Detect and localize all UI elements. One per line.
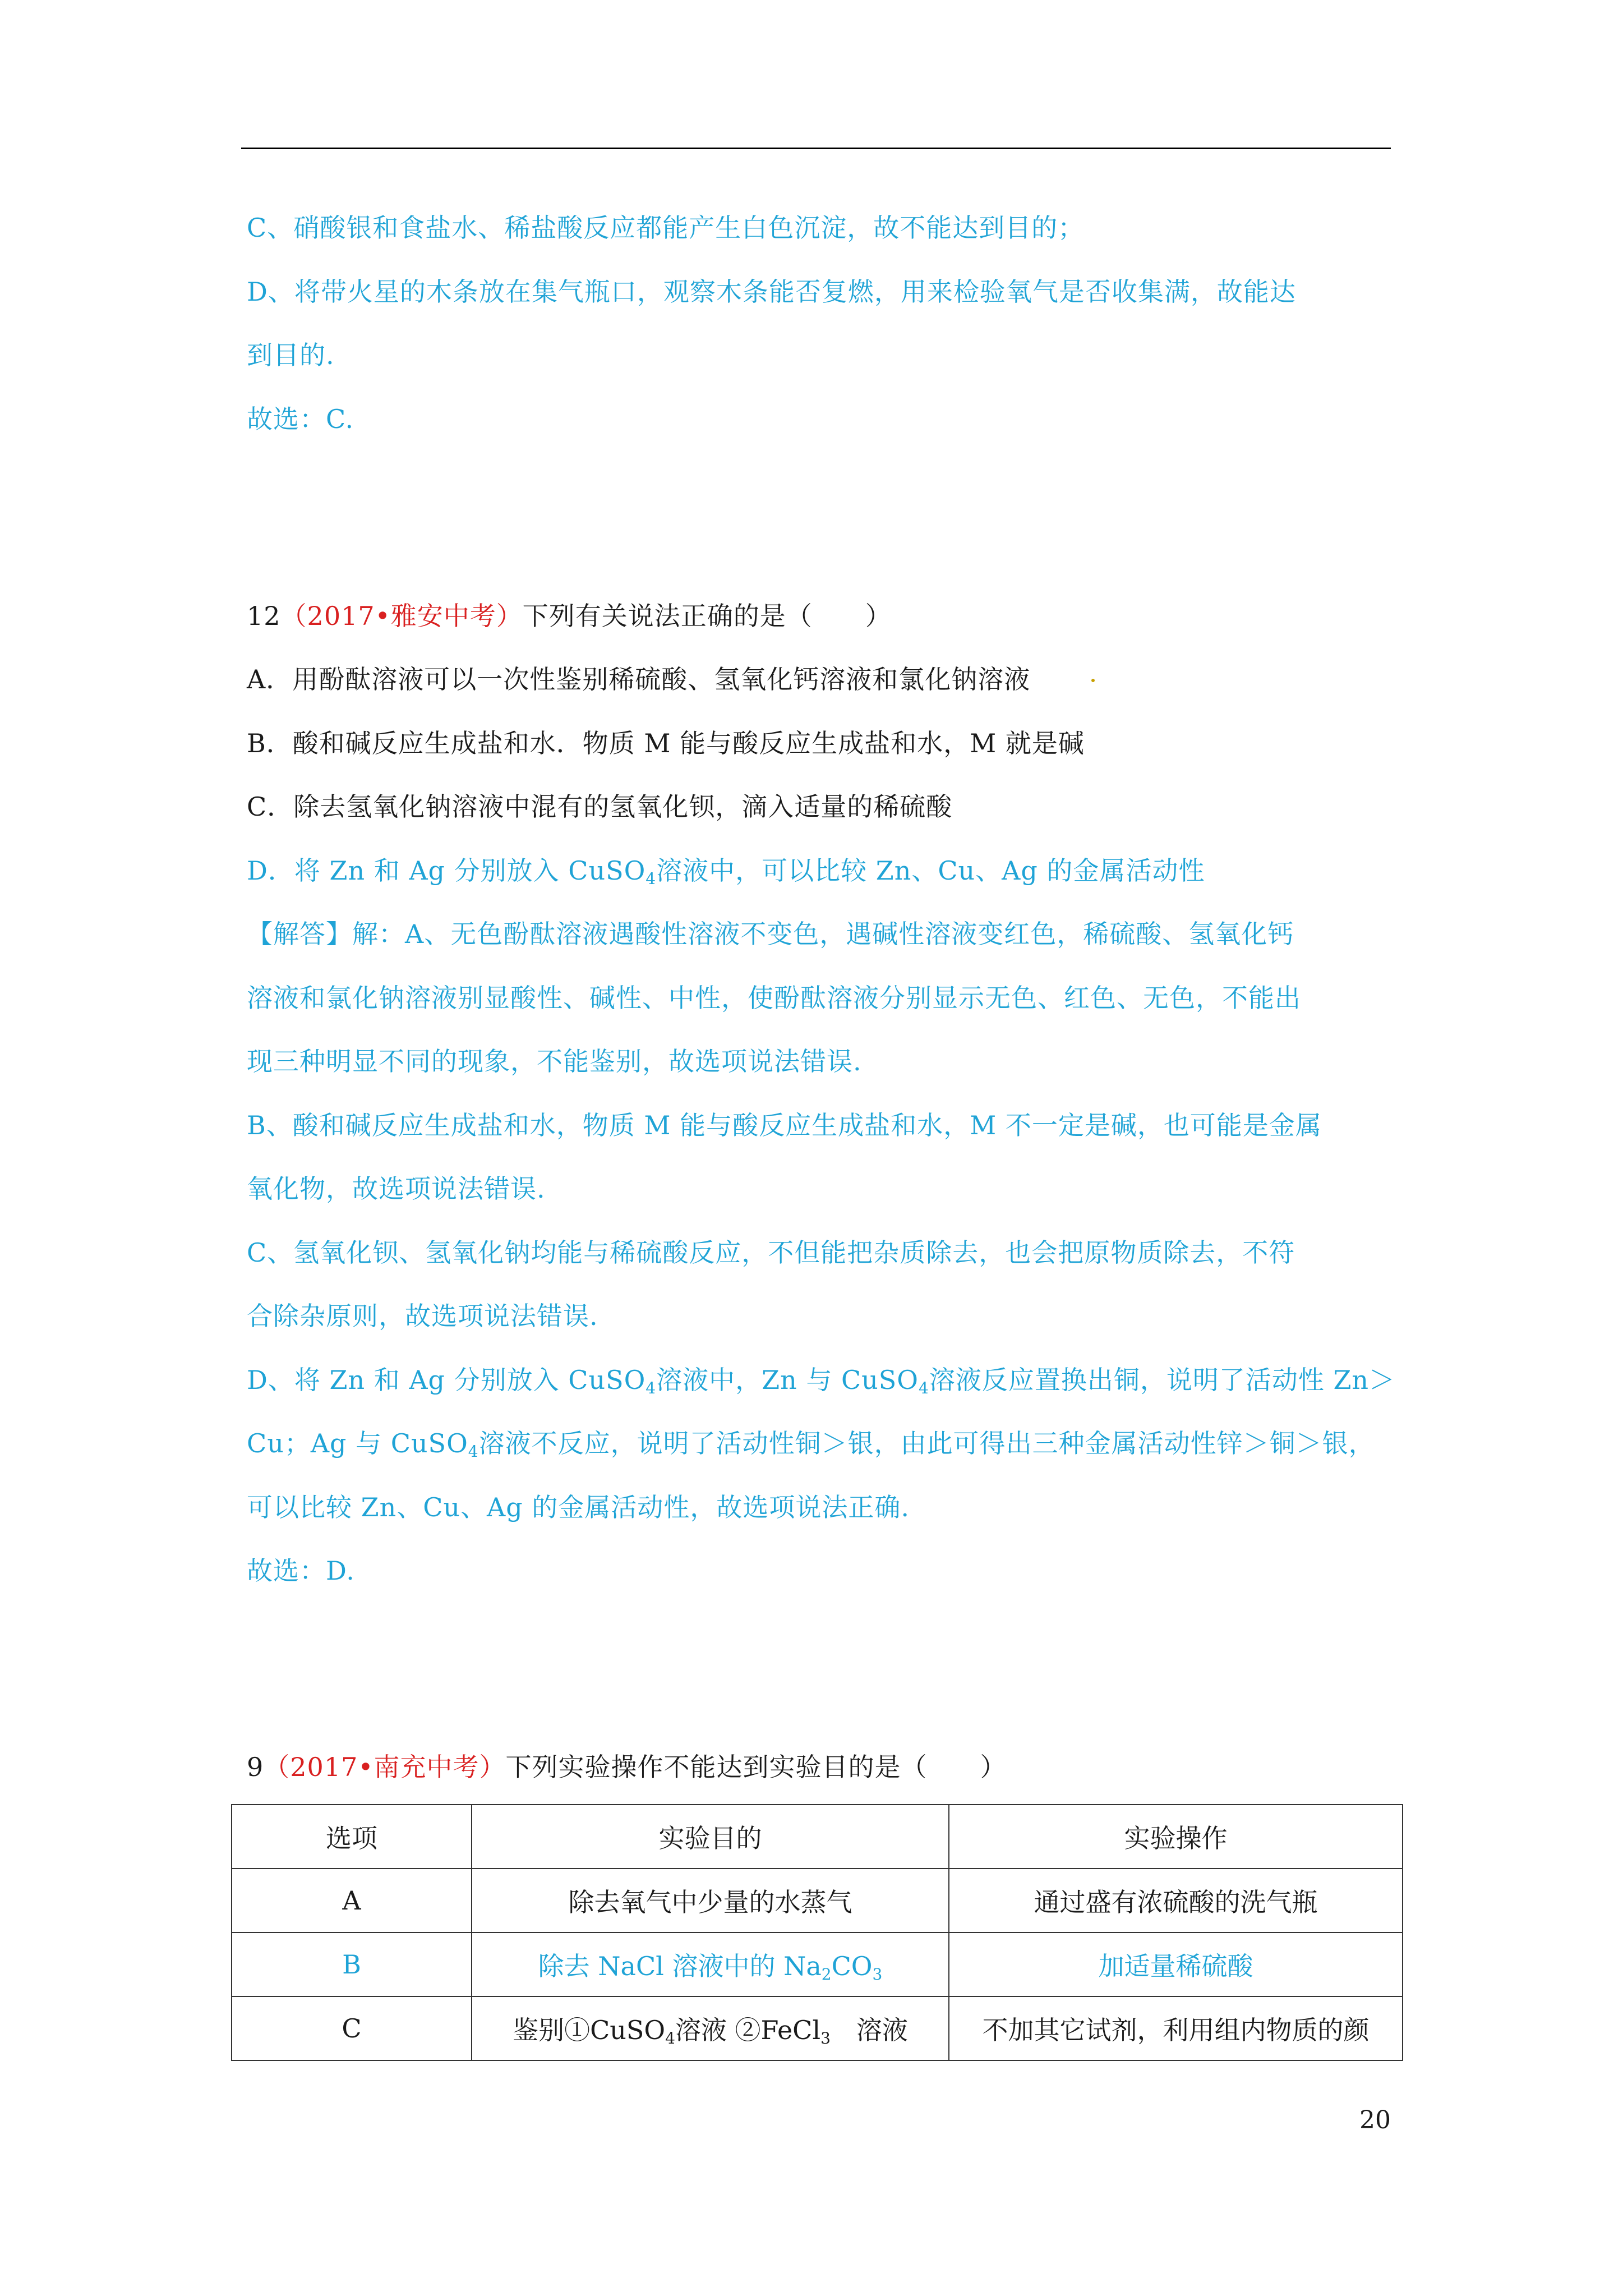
table-row (232, 1996, 1403, 2060)
q12-option-d-post: 溶液中，可以比较 Zn、Cu、Ag 的金属活动性 (656, 855, 1205, 886)
q12-answer-choice: 故选：D. (247, 1556, 355, 1586)
row-b-purpose-pre: 除去 NaCl 溶液中的 Na (538, 1951, 822, 1981)
q12-answer-c-line2: 合除杂原则，故选项说法错误. (247, 1301, 598, 1331)
q12-answer-b-line2: 氧化物，故选项说法错误. (247, 1174, 546, 1204)
q12-option-a: A．用酚酞溶液可以一次性鉴别稀硫酸、氢氧化钙溶液和氯化钠溶液 (247, 664, 1031, 694)
table-cell-operation: 加适量稀硫酸 (949, 1932, 1403, 1996)
q12-heading (247, 599, 892, 633)
q9-source: （2017•南充中考） (264, 1752, 506, 1782)
answer-d-1b: 溶液中，Zn 与 CuSO (656, 1365, 919, 1395)
table-cell-option: A (232, 1869, 472, 1932)
table-header-cell: 选项 (232, 1805, 472, 1869)
answer-d-2a: Cu；Ag 与 CuSO (247, 1428, 468, 1458)
q9-heading (247, 1750, 1006, 1784)
answer-a-text1: 解：A、无色酚酞溶液遇酸性溶液不变色，遇碱性溶液变红色，稀硫酸、氢氧化钙 (352, 919, 1294, 949)
table-cell-operation: 不加其它试剂，利用组内物质的颜 (949, 1996, 1403, 2060)
row-c-purpose-post: 溶液 (830, 2015, 908, 2045)
table-header-row (232, 1805, 1403, 1869)
row-b-sub2: 3 (872, 1965, 883, 1984)
row-c-purpose-pre: 鉴别①CuSO (513, 2015, 666, 2045)
answer-d-2b: 溶液不反应，说明了活动性铜＞银，由此可得出三种金属活动性锌＞铜＞银， (478, 1428, 1375, 1458)
prev-answer-c: C、硝酸银和食盐水、稀盐酸反应都能产生白色沉淀，故不能达到目的； (247, 213, 1085, 243)
table-cell-purpose: 除去氧气中少量的水蒸气 (472, 1869, 949, 1932)
table-cell-operation: 通过盛有浓硫酸的洗气瓶 (949, 1869, 1403, 1932)
q12-answer-a-line3: 现三种明显不同的现象，不能鉴别，故选项说法错误. (247, 1046, 862, 1076)
answer-d-sub-b: 4 (919, 1379, 929, 1397)
q12-answer-d-line1 (247, 1363, 1395, 1397)
answer-d-sub-c: 4 (468, 1442, 479, 1461)
answer-d-sub-a: 4 (645, 1379, 657, 1397)
answer-d-1a: D、将 Zn 和 Ag 分别放入 CuSO (247, 1365, 646, 1395)
table-cell-purpose (472, 1932, 949, 1996)
row-c-sub1: 4 (665, 2029, 675, 2047)
prev-answer-d-line2: 到目的. (247, 340, 335, 370)
q12-option-d-sub: 4 (645, 869, 657, 888)
table-header-cell: 实验目的 (472, 1805, 949, 1869)
q12-answer-c-line1: C、氢氧化钡、氢氧化钠均能与稀硫酸反应，不但能把杂质除去，也会把原物质除去，不符 (247, 1237, 1295, 1268)
row-b-sub1: 2 (821, 1965, 832, 1984)
prev-answer-d-line1: D、将带火星的木条放在集气瓶口，观察木条能否复燃，用来检验氧气是否收集满，故能达 (247, 277, 1296, 307)
table-cell-option: C (232, 1996, 472, 2060)
table-row (232, 1932, 1403, 1996)
row-b-purpose-mid: CO (831, 1951, 873, 1981)
answer-d-1c: 溶液反应置换出铜，说明了活动性 Zn＞ (929, 1365, 1396, 1395)
q12-stem: 下列有关说法正确的是（ ） (522, 601, 892, 631)
table-header-cell: 实验操作 (949, 1805, 1403, 1869)
q9-number: 9 (247, 1752, 264, 1782)
table-row (232, 1869, 1403, 1932)
q12-source: （2017•雅安中考） (280, 601, 523, 631)
table-cell-option: B (232, 1932, 472, 1996)
q12-answer-a-line1 (247, 917, 1294, 951)
q12-answer-d-line2 (247, 1427, 1375, 1460)
q12-answer-b-line1: B、酸和碱反应生成盐和水，物质 M 能与酸反应生成盐和水，M 不一定是碱，也可能是金属 (247, 1110, 1322, 1140)
answer-tag: 【解答】 (247, 919, 352, 949)
q9-stem: 下列实验操作不能达到实验目的是（ ） (505, 1752, 1007, 1782)
q12-option-b: B．酸和碱反应生成盐和水．物质 M 能与酸反应生成盐和水，M 就是碱 (247, 728, 1085, 758)
table-cell-purpose (472, 1996, 949, 2060)
header-rule (241, 148, 1391, 149)
q9-table (231, 1804, 1403, 2061)
q12-option-c: C．除去氢氧化钠溶液中混有的氢氧化钡，滴入适量的稀硫酸 (247, 792, 953, 822)
q12-option-d-pre: D．将 Zn 和 Ag 分别放入 CuSO (247, 855, 646, 886)
q12-option-d (247, 854, 1205, 887)
q12-number: 12 (247, 601, 281, 631)
q12-answer-d-line3: 可以比较 Zn、Cu、Ag 的金属活动性，故选项说法正确. (247, 1492, 910, 1522)
row-c-purpose-mid: 溶液 ②FeCl (675, 2015, 821, 2045)
stray-mark (1091, 679, 1095, 682)
row-c-sub2: 3 (820, 2029, 831, 2047)
q12-answer-a-line2: 溶液和氯化钠溶液别显酸性、碱性、中性，使酚酞溶液分别显示无色、红色、无色，不能出 (247, 983, 1301, 1013)
page-number: 20 (1359, 2106, 1391, 2134)
prev-answer-choice: 故选：C. (247, 404, 354, 434)
